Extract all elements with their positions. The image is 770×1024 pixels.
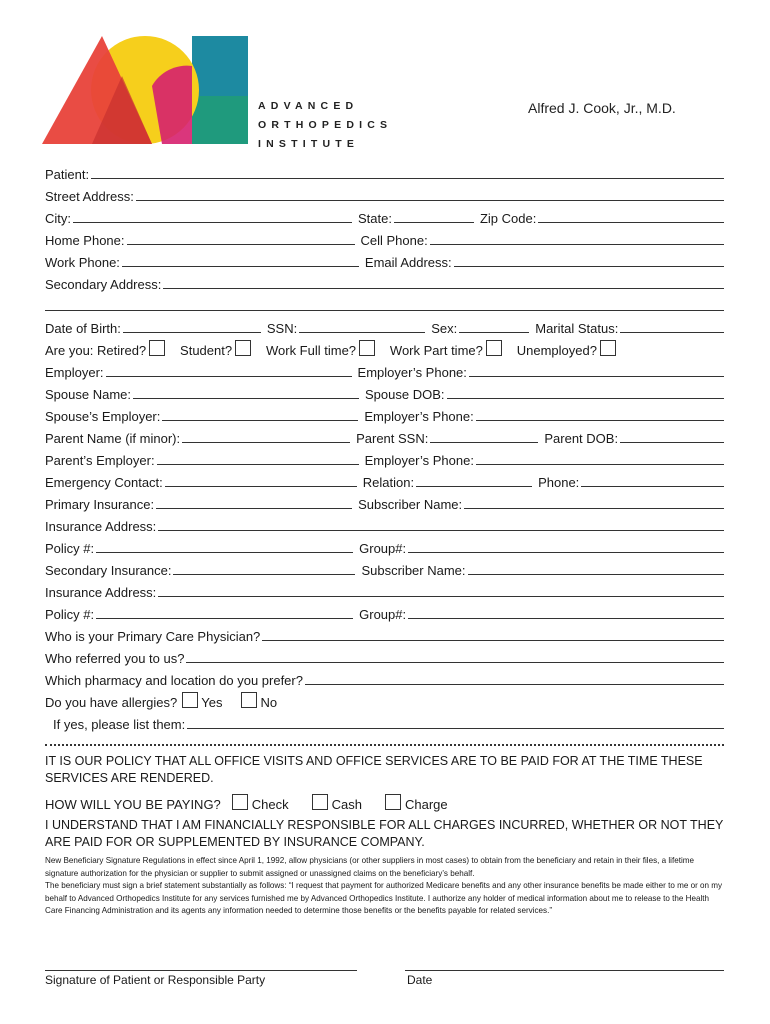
group-1-label: Group#: [359, 541, 407, 556]
organization-name [258, 97, 392, 154]
primary-insurance-field[interactable] [156, 494, 352, 509]
work-full-checkbox[interactable] [359, 340, 375, 356]
secondary-insurance-field[interactable] [173, 560, 355, 575]
subscriber-2-label: Subscriber Name: [361, 563, 466, 578]
pcp-label: Who is your Primary Care Physician? [45, 629, 261, 644]
relation-label: Relation: [362, 475, 415, 490]
parent-employer-phone-label: Employer’s Phone: [364, 453, 474, 468]
allergies-label: Do you have allergies? [45, 695, 178, 710]
student-option [180, 340, 251, 358]
row-policy-1 [45, 534, 724, 556]
referred-field[interactable] [186, 648, 724, 663]
pharmacy-field[interactable] [305, 670, 724, 685]
spouse-employer-phone-field[interactable] [476, 406, 724, 421]
payment-policy-statement: IT IS OUR POLICY THAT ALL OFFICE VISITS AND OFFICE SERVICES ARE TO BE PAID FOR AT THE TIME THESE SERVICES ARE RENDERED. [45, 754, 703, 785]
dob-label: Date of Birth: [45, 321, 121, 336]
policy-1-field[interactable] [96, 538, 353, 553]
check-checkbox[interactable] [232, 794, 248, 810]
row-pharmacy [45, 666, 724, 688]
patient-signature-line[interactable] [45, 970, 357, 971]
employer-field[interactable] [106, 362, 352, 377]
secondary-insurance-label: Secondary Insurance: [45, 563, 172, 578]
spouse-name-label: Spouse Name: [45, 387, 131, 402]
cell-phone-label: Cell Phone: [360, 233, 428, 248]
subscriber-1-field[interactable] [464, 494, 724, 509]
row-secondary-insurance [45, 556, 724, 578]
allergies-yes-checkbox[interactable] [182, 692, 198, 708]
row-street [45, 182, 724, 204]
dob-field[interactable] [123, 318, 261, 333]
aoi-logo [42, 36, 248, 144]
spouse-employer-field[interactable] [162, 406, 358, 421]
cash-checkbox[interactable] [312, 794, 328, 810]
street-label: Street Address: [45, 189, 134, 204]
row-allergies [45, 688, 724, 710]
spouse-dob-field[interactable] [447, 384, 725, 399]
spouse-employer-phone-label: Employer’s Phone: [364, 409, 474, 424]
unemployed-option [517, 340, 616, 358]
row-secondary-address [45, 270, 724, 292]
parent-name-label: Parent Name (if minor): [45, 431, 181, 446]
marital-field[interactable] [620, 318, 724, 333]
allergies-no-label: No [260, 695, 278, 710]
row-status [45, 336, 724, 358]
group-2-label: Group#: [359, 607, 407, 622]
unemployed-checkbox[interactable] [600, 340, 616, 356]
allergies-list-field[interactable] [187, 714, 724, 729]
email-field[interactable] [454, 252, 724, 267]
row-parent-employer [45, 446, 724, 468]
retired-label: Are you: Retired? [45, 343, 147, 358]
row-secondary-address-2 [45, 292, 724, 314]
student-checkbox[interactable] [235, 340, 251, 356]
check-label: Check [251, 797, 289, 812]
work-full-option [266, 340, 375, 358]
row-emergency [45, 468, 724, 490]
parent-employer-label: Parent’s Employer: [45, 453, 155, 468]
group-2-field[interactable] [408, 604, 724, 619]
state-field[interactable] [394, 208, 474, 223]
charge-label: Charge [405, 797, 448, 812]
zip-label: Zip Code: [479, 211, 537, 226]
pcp-field[interactable] [262, 626, 724, 641]
sex-label: Sex: [431, 321, 458, 336]
row-parent [45, 424, 724, 446]
insurance-address-1-field[interactable] [158, 516, 724, 531]
sex-field[interactable] [459, 318, 529, 333]
org-line-2: ORTHOPEDICS [258, 119, 393, 131]
policy-2-field[interactable] [96, 604, 353, 619]
insurance-address-2-field[interactable] [158, 582, 724, 597]
row-patient [45, 160, 724, 182]
state-label: State: [358, 211, 392, 226]
date-signature-line[interactable] [405, 970, 724, 971]
row-employer [45, 358, 724, 380]
charge-checkbox[interactable] [385, 794, 401, 810]
allergies-no-checkbox[interactable] [241, 692, 257, 708]
policy-2-label: Policy #: [45, 607, 95, 622]
primary-insurance-label: Primary Insurance: [45, 497, 155, 512]
insurance-address-1-label: Insurance Address: [45, 519, 157, 534]
employer-phone-field[interactable] [469, 362, 724, 377]
emergency-label: Emergency Contact: [45, 475, 163, 490]
check-option [229, 794, 289, 812]
spouse-name-field[interactable] [133, 384, 359, 399]
row-allergies-list [45, 710, 724, 732]
regulations-paragraph-2: The beneficiary must sign a brief statement substantially as follows: “I request that payment for authorized Medicare benefits and any other insurance benefits be made either to me or on my behalf to Advanced Orthopedics Institute for any services furnished me by Advanced Orthopedics Institute. I authorize any holder of medical information about me to release to the Health Care Financing Administration and its agents any information needed to determine those benefits or the benefits payable for related services.” [45, 881, 723, 916]
row-policy-2 [45, 600, 724, 622]
pharmacy-label: Which pharmacy and location do you prefer? [45, 673, 303, 688]
parent-name-field[interactable] [182, 428, 350, 443]
row-primary-insurance [45, 490, 724, 512]
patient-info-form [45, 160, 724, 732]
employer-phone-label: Employer’s Phone: [357, 365, 467, 380]
parent-employer-phone-field[interactable] [476, 450, 724, 465]
zip-field[interactable] [538, 208, 724, 223]
phone-field[interactable] [581, 472, 724, 487]
beneficiary-regulations-text [45, 855, 724, 918]
marital-label: Marital Status: [535, 321, 619, 336]
cash-label: Cash [331, 797, 362, 812]
org-line-3: INSTITUTE [258, 138, 360, 150]
row-insurance-address-1 [45, 512, 724, 534]
secondary-address-field[interactable] [163, 274, 724, 289]
how-paying-label: HOW WILL YOU BE PAYING? [45, 797, 221, 812]
work-part-checkbox[interactable] [486, 340, 502, 356]
city-label: City: [45, 211, 71, 226]
allergies-yes-label: Yes [201, 695, 223, 710]
insurance-address-2-label: Insurance Address: [45, 585, 157, 600]
unemployed-label: Unemployed? [516, 343, 597, 358]
dotted-separator [45, 744, 724, 746]
work-full-label: Work Full time? [265, 343, 357, 358]
street-field[interactable] [136, 186, 724, 201]
row-pcp [45, 622, 724, 644]
row-spouse-employer [45, 402, 724, 424]
allergies-list-label: If yes, please list them: [53, 717, 186, 732]
row-work-phone [45, 248, 724, 270]
secondary-address-field-2[interactable] [45, 296, 724, 311]
city-field[interactable] [73, 208, 352, 223]
parent-ssn-label: Parent SSN: [356, 431, 429, 446]
doctor-name: Alfred J. Cook, Jr., M.D. [528, 100, 676, 116]
relation-field[interactable] [416, 472, 532, 487]
payment-method-row [45, 792, 724, 812]
subscriber-2-field[interactable] [468, 560, 724, 575]
work-phone-field[interactable] [122, 252, 359, 267]
home-phone-label: Home Phone: [45, 233, 125, 248]
emergency-field[interactable] [165, 472, 357, 487]
row-home-phone [45, 226, 724, 248]
row-insurance-address-2 [45, 578, 724, 600]
secondary-address-label: Secondary Address: [45, 277, 162, 292]
referred-label: Who referred you to us? [45, 651, 185, 666]
parent-employer-field[interactable] [157, 450, 359, 465]
retired-checkbox[interactable] [149, 340, 165, 356]
patient-signature-label: Signature of Patient or Responsible Party [45, 973, 266, 987]
date-label: Date [407, 973, 433, 987]
parent-dob-label: Parent DOB: [544, 431, 619, 446]
phone-label: Phone: [538, 475, 580, 490]
work-part-option [390, 340, 502, 358]
row-spouse [45, 380, 724, 402]
patient-field[interactable] [91, 164, 724, 179]
charge-option [382, 794, 448, 812]
subscriber-1-label: Subscriber Name: [358, 497, 463, 512]
policy-1-label: Policy #: [45, 541, 95, 556]
row-dob [45, 314, 724, 336]
home-phone-field[interactable] [127, 230, 355, 245]
ssn-label: SSN: [266, 321, 298, 336]
patient-label: Patient: [45, 167, 90, 182]
cell-phone-field[interactable] [430, 230, 724, 245]
row-referred [45, 644, 724, 666]
work-phone-label: Work Phone: [45, 255, 120, 270]
spouse-employer-label: Spouse’s Employer: [45, 409, 161, 424]
org-line-1: ADVANCED [258, 100, 359, 112]
financial-responsibility-statement: I UNDERSTAND THAT I AM FINANCIALLY RESPONSIBLE FOR ALL CHARGES INCURRED, WHETHER OR NOT THEY ARE PAID FOR OR SUPPLEMENTED BY INSURANCE COMPANY. [45, 818, 724, 849]
cash-option [309, 794, 362, 812]
retired-option [45, 340, 165, 358]
spouse-dob-label: Spouse DOB: [365, 387, 445, 402]
email-label: Email Address: [364, 255, 452, 270]
row-city [45, 204, 724, 226]
regulations-paragraph-1: New Beneficiary Signature Regulations in effect since April 1, 1992, allow physicians (or other suppliers in most cases) to obtain from the beneficiary and retain in their files, a lifetime signature authorization for the physician or supplier to submit assigned or unassigned claims on the beneficiary’s behalf. [45, 856, 695, 878]
employer-label: Employer: [45, 365, 104, 380]
group-1-field[interactable] [408, 538, 724, 553]
work-part-label: Work Part time? [389, 343, 483, 358]
ssn-field[interactable] [299, 318, 425, 333]
parent-ssn-field[interactable] [430, 428, 538, 443]
student-label: Student? [180, 343, 233, 358]
parent-dob-field[interactable] [620, 428, 724, 443]
